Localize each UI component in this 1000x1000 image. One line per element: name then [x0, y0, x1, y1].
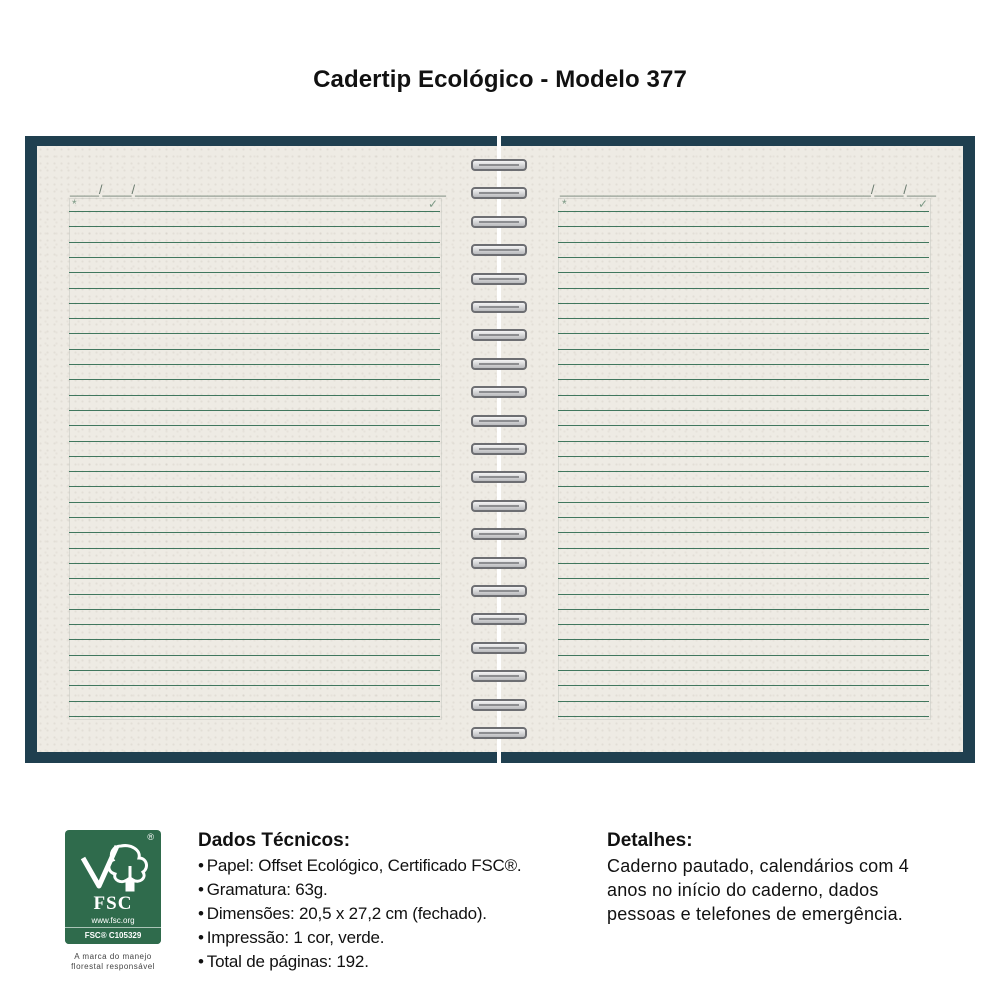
- ruled-line: [558, 456, 929, 457]
- spiral-ring: [471, 699, 527, 711]
- details-heading: Detalhes:: [607, 830, 693, 851]
- ruled-line: [558, 257, 929, 258]
- spiral-ring: [471, 471, 527, 483]
- ruled-line: [558, 333, 929, 334]
- bullet-icon: •: [198, 904, 204, 923]
- ruled-line: [69, 272, 440, 273]
- ruled-line: [558, 685, 929, 686]
- ruled-line: [558, 318, 929, 319]
- ruled-line: [69, 410, 440, 411]
- ruled-line: [558, 548, 929, 549]
- margin-box-right: [558, 198, 931, 720]
- ruled-line: [69, 456, 440, 457]
- spiral-ring: [471, 670, 527, 682]
- ruled-line: [69, 716, 440, 717]
- spiral-ring: [471, 415, 527, 427]
- ruled-line: [69, 211, 440, 212]
- spiral-ring: [471, 585, 527, 597]
- ruled-line: [558, 716, 929, 717]
- ruled-line: [558, 379, 929, 380]
- ruled-line: [558, 349, 929, 350]
- ruled-line: [558, 364, 929, 365]
- spiral-ring: [471, 642, 527, 654]
- date-field-left: ____/____/___________________________________________: [70, 182, 446, 197]
- tech-item-text: Gramatura: 63g.: [206, 880, 328, 899]
- technical-data-list: [198, 854, 521, 974]
- ruled-line: [69, 502, 440, 503]
- details-text: Caderno pautado, calendários com 4 anos no início do caderno, dados pessoas e telefones de emergência.: [607, 856, 909, 924]
- ruled-line: [69, 303, 440, 304]
- ruled-line: [69, 655, 440, 656]
- bullet-icon: •: [198, 856, 204, 875]
- ruled-line: [558, 594, 929, 595]
- ruled-line: [558, 441, 929, 442]
- asterisk-icon: *: [562, 197, 567, 211]
- ruled-line: [69, 517, 440, 518]
- ruled-line: [69, 685, 440, 686]
- ruled-line: [558, 670, 929, 671]
- ruled-line: [558, 303, 929, 304]
- ruled-line: [558, 410, 929, 411]
- spiral-ring: [471, 358, 527, 370]
- ruled-line: [69, 318, 440, 319]
- list-item: [198, 854, 521, 878]
- technical-data-section: [198, 830, 521, 974]
- ruled-line: [69, 701, 440, 702]
- spiral-ring: [471, 443, 527, 455]
- spiral-ring: [471, 187, 527, 199]
- spiral-ring: [471, 273, 527, 285]
- fsc-wordmark: FSC: [93, 893, 133, 914]
- spiral-ring: [471, 159, 527, 171]
- ruled-line: [558, 701, 929, 702]
- fsc-caption: [56, 952, 170, 972]
- bullet-icon: •: [198, 880, 204, 899]
- spiral-ring: [471, 216, 527, 228]
- tech-item-text: Dimensões: 20,5 x 27,2 cm (fechado).: [206, 904, 487, 923]
- spiral-ring: [471, 301, 527, 313]
- ruled-line: [69, 441, 440, 442]
- spiral-ring: [471, 528, 527, 540]
- ruled-line: [69, 548, 440, 549]
- bullet-icon: •: [198, 952, 204, 971]
- ruled-line: [69, 471, 440, 472]
- checkmark-icon: ✓: [918, 197, 929, 211]
- spiral-ring: [471, 727, 527, 739]
- ruled-line: [558, 624, 929, 625]
- spiral-ring: [471, 613, 527, 625]
- page-title: Cadertip Ecológico - Modelo 377: [313, 66, 687, 93]
- bullet-icon: •: [198, 928, 204, 947]
- ruled-line: [558, 563, 929, 564]
- ruled-line: [558, 272, 929, 273]
- ruled-line: [69, 226, 440, 227]
- ruled-line: [558, 226, 929, 227]
- fsc-url: www.fsc.org: [91, 916, 135, 925]
- ruled-line: [69, 395, 440, 396]
- list-item: [198, 926, 521, 950]
- ruled-line: [558, 578, 929, 579]
- ruled-line: [69, 364, 440, 365]
- spiral-ring: [471, 244, 527, 256]
- tech-item-text: Papel: Offset Ecológico, Certificado FSC®.: [206, 856, 522, 875]
- details-section: [607, 830, 947, 926]
- spiral-ring: [471, 500, 527, 512]
- asterisk-icon: *: [72, 197, 77, 211]
- tech-item-text: Impressão: 1 cor, verde.: [206, 928, 385, 947]
- ruled-line: [558, 425, 929, 426]
- ruled-line: [69, 288, 440, 289]
- list-item: [198, 950, 521, 974]
- ruled-line: [558, 211, 929, 212]
- ruled-line: [69, 609, 440, 610]
- ruled-line: [558, 532, 929, 533]
- ruled-line: [69, 578, 440, 579]
- ruled-line: [69, 532, 440, 533]
- fsc-logo: [65, 830, 161, 944]
- ruled-line: [558, 471, 929, 472]
- ruled-line: [558, 517, 929, 518]
- spiral-ring: [471, 557, 527, 569]
- ruled-line: [69, 486, 440, 487]
- fsc-caption-line: florestal responsável: [71, 962, 155, 971]
- ruled-line: [558, 242, 929, 243]
- ruled-line: [69, 257, 440, 258]
- fsc-tree-check-icon: [77, 836, 149, 894]
- technical-data-heading: Dados Técnicos:: [198, 830, 351, 851]
- registered-mark: ®: [147, 832, 154, 842]
- spiral-ring: [471, 329, 527, 341]
- ruled-line: [558, 395, 929, 396]
- ruled-line: [558, 609, 929, 610]
- ruled-line: [69, 425, 440, 426]
- ruled-line: [69, 379, 440, 380]
- margin-box-left: [69, 198, 442, 720]
- list-item: [198, 878, 521, 902]
- tech-item-text: Total de páginas: 192.: [206, 952, 369, 971]
- checkmark-icon: ✓: [428, 197, 439, 211]
- spiral-ring: [471, 386, 527, 398]
- fsc-license-code: FSC® C105329: [65, 927, 161, 944]
- ruled-line: [69, 563, 440, 564]
- list-item: [198, 902, 521, 926]
- ruled-line: [558, 639, 929, 640]
- ruled-line: [69, 333, 440, 334]
- ruled-line: [558, 655, 929, 656]
- ruled-line: [558, 288, 929, 289]
- ruled-line: [69, 242, 440, 243]
- fsc-caption-line: A marca do manejo: [74, 952, 152, 961]
- date-field-right: ___________________________________________/____/____: [560, 182, 936, 197]
- ruled-line: [69, 670, 440, 671]
- ruled-line: [69, 594, 440, 595]
- ruled-line: [558, 502, 929, 503]
- ruled-line: [69, 349, 440, 350]
- ruled-line: [558, 486, 929, 487]
- ruled-line: [69, 639, 440, 640]
- ruled-line: [69, 624, 440, 625]
